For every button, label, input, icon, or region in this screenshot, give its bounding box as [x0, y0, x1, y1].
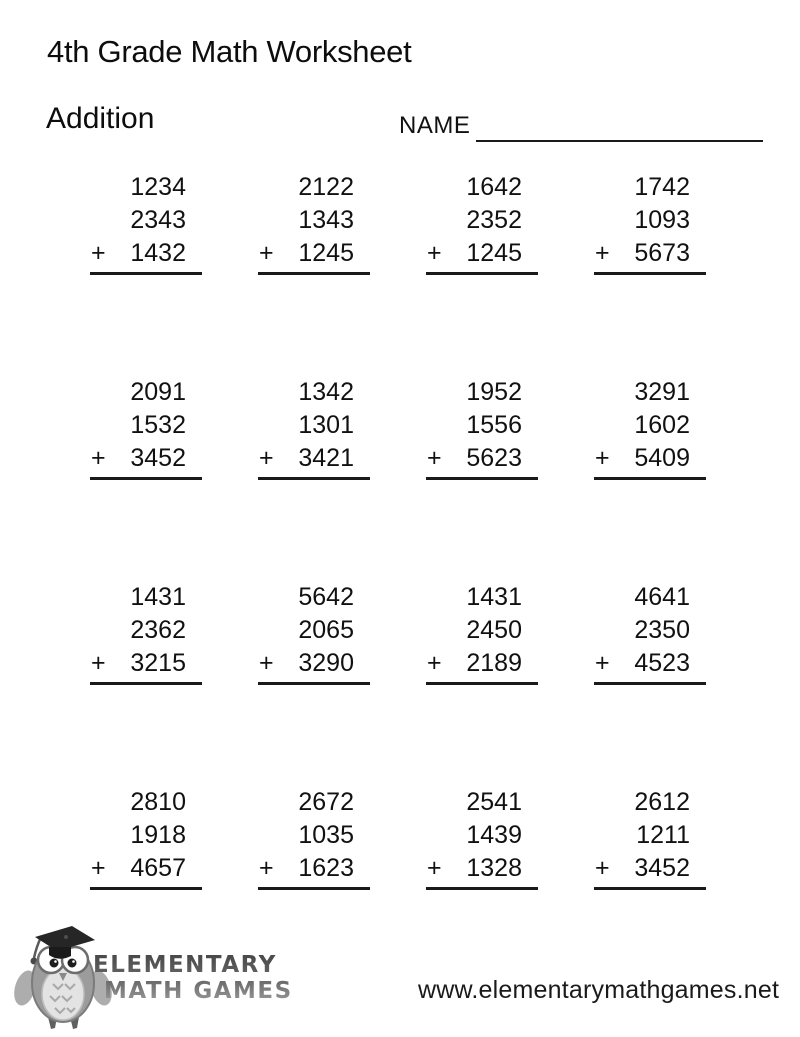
addition-problem: [426, 581, 538, 685]
addend-1: 3291: [634, 378, 690, 406]
answer-line: [594, 887, 706, 890]
addend-1: 1952: [466, 378, 522, 406]
addend-2: 1602: [634, 411, 690, 439]
plus-operator: +: [595, 649, 610, 677]
logo-wordmark: [93, 952, 293, 1004]
addend-3: 1623: [298, 854, 354, 882]
answer-line: [426, 682, 538, 685]
plus-operator: +: [259, 649, 274, 677]
addend-1: 1742: [634, 173, 690, 201]
logo-line2: MATH GAMES: [104, 978, 293, 1004]
addend-1: 1234: [130, 173, 186, 201]
addend-3: 3452: [130, 444, 186, 472]
plus-operator: +: [259, 444, 274, 472]
addend-1: 1642: [466, 173, 522, 201]
page-title: 4th Grade Math Worksheet: [47, 34, 412, 69]
addend-1: 1431: [130, 583, 186, 611]
answer-line: [258, 477, 370, 480]
name-label: NAME: [399, 112, 471, 139]
addend-2: 2352: [466, 206, 522, 234]
plus-operator: +: [91, 854, 106, 882]
addend-1: 2810: [130, 788, 186, 816]
addition-problem: [426, 376, 538, 480]
addition-problem: [90, 581, 202, 685]
name-row: [399, 108, 763, 142]
answer-line: [258, 887, 370, 890]
answer-line: [258, 682, 370, 685]
addend-2: 1532: [130, 411, 186, 439]
plus-operator: +: [91, 239, 106, 267]
addend-2: 2450: [466, 616, 522, 644]
answer-line: [90, 272, 202, 275]
addend-3: 1328: [466, 854, 522, 882]
problems-grid: [90, 171, 706, 890]
addend-3: 3452: [634, 854, 690, 882]
addend-2: 2362: [130, 616, 186, 644]
answer-line: [594, 477, 706, 480]
addend-1: 2122: [298, 173, 354, 201]
addend-3: 1245: [466, 239, 522, 267]
addend-2: 2350: [634, 616, 690, 644]
plus-operator: +: [427, 239, 442, 267]
addend-3: 1245: [298, 239, 354, 267]
addition-problem: [594, 376, 706, 480]
addition-problem: [258, 171, 370, 275]
addend-1: 2091: [130, 378, 186, 406]
addend-3: 5409: [634, 444, 690, 472]
addend-1: 2541: [466, 788, 522, 816]
answer-line: [594, 682, 706, 685]
plus-operator: +: [91, 444, 106, 472]
addition-problem: [90, 376, 202, 480]
addend-1: 1342: [298, 378, 354, 406]
answer-line: [258, 272, 370, 275]
addend-2: 2343: [130, 206, 186, 234]
name-blank-line: [476, 108, 763, 142]
addend-2: 1343: [298, 206, 354, 234]
answer-line: [594, 272, 706, 275]
plus-operator: +: [595, 854, 610, 882]
addend-3: 3215: [130, 649, 186, 677]
answer-line: [90, 477, 202, 480]
addition-problem: [594, 786, 706, 890]
addition-problem: [90, 786, 202, 890]
addend-2: 1439: [466, 821, 522, 849]
answer-line: [426, 477, 538, 480]
addend-2: 1918: [130, 821, 186, 849]
addend-1: 1431: [466, 583, 522, 611]
addend-2: 1093: [634, 206, 690, 234]
answer-line: [90, 682, 202, 685]
logo-line1: ELEMENTARY: [93, 952, 277, 978]
addend-2: 2065: [298, 616, 354, 644]
addition-problem: [594, 581, 706, 685]
addend-2: 1301: [298, 411, 354, 439]
addend-3: 5623: [466, 444, 522, 472]
addend-1: 2612: [634, 788, 690, 816]
addend-3: 3421: [298, 444, 354, 472]
addition-problem: [426, 171, 538, 275]
addend-1: 2672: [298, 788, 354, 816]
addend-2: 1211: [636, 821, 690, 849]
plus-operator: +: [595, 444, 610, 472]
addend-3: 3290: [298, 649, 354, 677]
plus-operator: +: [595, 239, 610, 267]
website-url: www.elementarymathgames.net: [418, 976, 780, 1004]
plus-operator: +: [427, 649, 442, 677]
addend-3: 2189: [466, 649, 522, 677]
addition-problem: [258, 376, 370, 480]
addend-3: 5673: [634, 239, 690, 267]
addition-problem: [258, 581, 370, 685]
addend-2: 1556: [466, 411, 522, 439]
addend-3: 4523: [634, 649, 690, 677]
addition-problem: [426, 786, 538, 890]
worksheet-topic: Addition: [46, 102, 155, 135]
answer-line: [426, 887, 538, 890]
plus-operator: +: [259, 854, 274, 882]
addend-1: 4641: [634, 583, 690, 611]
addition-problem: [258, 786, 370, 890]
addition-problem: [594, 171, 706, 275]
plus-operator: +: [427, 444, 442, 472]
answer-line: [90, 887, 202, 890]
answer-line: [426, 272, 538, 275]
addend-3: 1432: [130, 239, 186, 267]
plus-operator: +: [427, 854, 442, 882]
plus-operator: +: [91, 649, 106, 677]
plus-operator: +: [259, 239, 274, 267]
addition-problem: [90, 171, 202, 275]
addend-3: 4657: [130, 854, 186, 882]
addend-2: 1035: [298, 821, 354, 849]
addend-1: 5642: [298, 583, 354, 611]
